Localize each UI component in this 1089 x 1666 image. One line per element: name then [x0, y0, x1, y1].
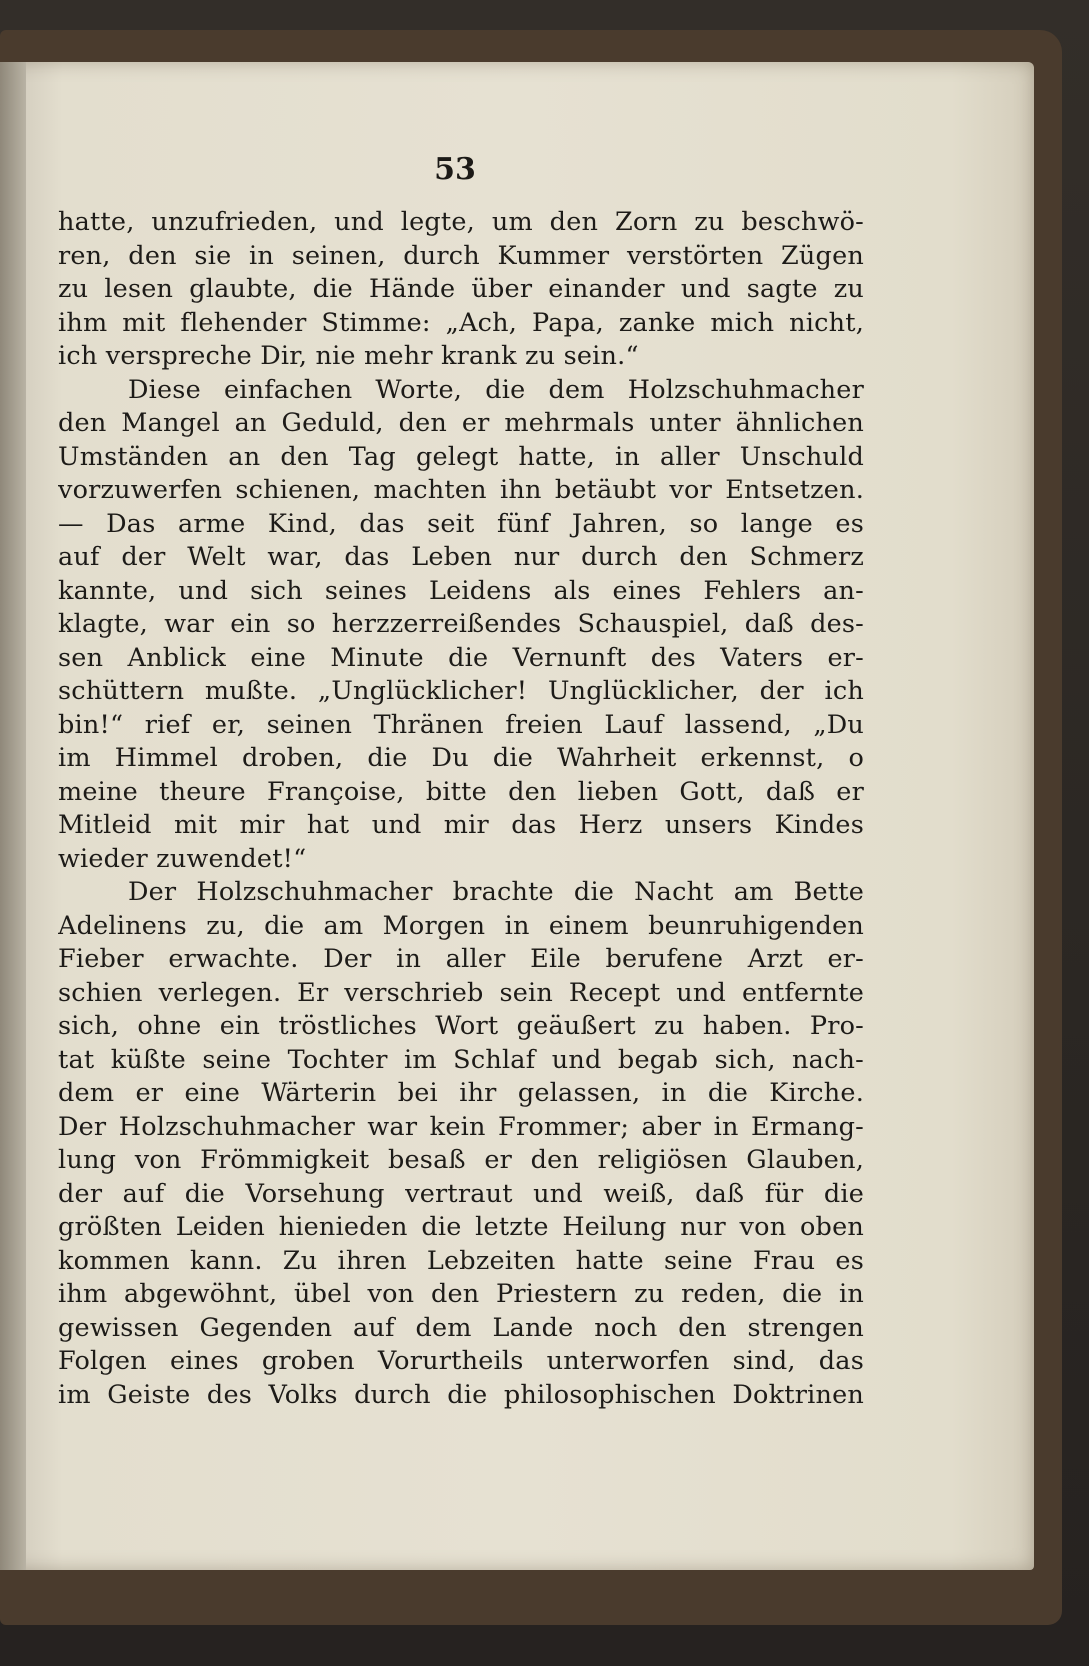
- text-line: den Mangel an Geduld, den er mehrmals unter ähnlichen: [58, 408, 864, 438]
- text-line: Adelinens zu, die am Morgen in einem beunruhigenden: [58, 910, 864, 941]
- text-line: Fieber erwachte. Der in aller Eile berufene Arzt er-: [58, 944, 864, 974]
- text-line: im Himmel droben, die Du die Wahrheit erkennst, o: [58, 743, 864, 773]
- page-gutter: [0, 62, 26, 1570]
- text-line: sich, ohne ein tröstliches Wort geäußert zu haben. Pro-: [58, 1011, 864, 1041]
- text-line: auf der Welt war, das Leben nur durch den Schmerz: [58, 542, 864, 572]
- body-text: [58, 206, 864, 1412]
- text-line: sen Anblick eine Minute die Vernunft des Vaters er-: [58, 642, 864, 673]
- text-line: zu lesen glaubte, die Hände über einander und sagte zu: [58, 274, 864, 304]
- text-line: klagte, war ein so herzzerreißendes Schauspiel, daß des-: [58, 609, 864, 639]
- text-line: schüttern mußte. „Unglücklicher! Unglücklicher, der ich: [58, 676, 864, 706]
- text-line: — Das arme Kind, das seit fünf Jahren, so lange es: [58, 508, 864, 539]
- text-line: gewissen Gegenden auf dem Lande noch den strengen: [58, 1312, 864, 1343]
- text-line: kommen kann. Zu ihren Lebzeiten hatte seine Frau es: [58, 1245, 864, 1276]
- text-line: bin!“ rief er, seinen Thränen freien Lauf lassend, „Du: [58, 709, 864, 740]
- text-line: Mitleid mit mir hat und mir das Herz unsers Kindes: [58, 810, 864, 840]
- text-line: im Geiste des Volks durch die philosophischen Doktrinen: [58, 1379, 864, 1410]
- text-line: größten Leiden hienieden die letzte Heilung nur von oben: [58, 1212, 864, 1242]
- text-line: schien verlegen. Er verschrieb sein Recept und entfernte: [58, 977, 864, 1008]
- text-line: Der Holzschuhmacher war kein Frommer; aber in Ermang-: [58, 1111, 864, 1142]
- text-line: kannte, und sich seines Leidens als eines Fehlers an-: [58, 575, 864, 606]
- text-line: Folgen eines groben Vorurtheils unterworfen sind, das: [58, 1346, 864, 1376]
- text-line: ihm mit flehender Stimme: „Ach, Papa, zanke mich nicht,: [58, 307, 864, 338]
- text-line: ihm abgewöhnt, übel von den Priestern zu reden, die in: [58, 1279, 864, 1309]
- text-line: vorzuwerfen schienen, machten ihn betäubt vor Entsetzen.: [58, 475, 864, 505]
- text-line: hatte, unzufrieden, und legte, um den Zorn zu beschwö-: [58, 207, 864, 237]
- text-line: ich verspreche Dir, nie mehr krank zu sein.“: [58, 341, 639, 371]
- text-line: Umständen an den Tag gelegt hatte, in aller Unschuld: [58, 441, 864, 472]
- text-line: Diese einfachen Worte, die dem Holzschuhmacher: [128, 374, 864, 405]
- text-line: meine theure Françoise, bitte den lieben Gott, daß er: [58, 776, 864, 807]
- text-line: Der Holzschuhmacher brachte die Nacht am Bette: [128, 877, 864, 907]
- text-line: dem er eine Wärterin bei ihr gelassen, in die Kirche.: [58, 1078, 864, 1108]
- text-line: tat küßte seine Tochter im Schlaf und begab sich, nach-: [58, 1044, 864, 1075]
- page-number: 53: [434, 152, 476, 187]
- text-line: ren, den sie in seinen, durch Kummer verstörten Zügen: [58, 240, 864, 271]
- text-line: der auf die Vorsehung vertraut und weiß, daß für die: [58, 1178, 864, 1209]
- text-line: lung von Frömmigkeit besaß er den religiösen Glauben,: [58, 1145, 864, 1175]
- text-line: wieder zuwendet!“: [58, 843, 307, 874]
